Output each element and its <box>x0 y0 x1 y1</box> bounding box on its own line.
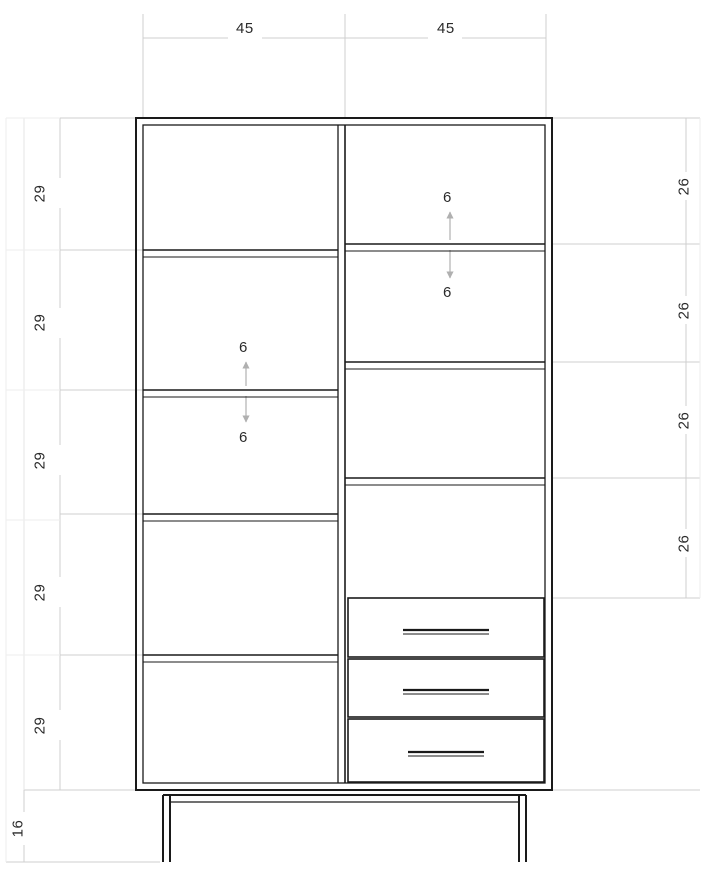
left-dim-2-label: 29 <box>31 313 49 332</box>
drawer-stack <box>348 598 544 782</box>
drawer-middle <box>348 659 544 717</box>
right-dim-2-label: 26 <box>675 301 693 320</box>
right-bay-shelves <box>345 244 545 485</box>
construction-lines <box>6 14 700 862</box>
right-dim-1-label: 26 <box>675 177 693 196</box>
thickness-callout-3-label: 6 <box>239 339 248 356</box>
drawer-handles <box>403 630 489 756</box>
drawer-top <box>348 598 544 657</box>
drawer-bottom <box>348 719 544 782</box>
leg-height-label: 16 <box>9 819 27 838</box>
left-dim-3-label: 29 <box>31 451 49 470</box>
thickness-callout-1-label: 6 <box>443 189 452 206</box>
base-frame <box>163 795 526 862</box>
top-dim-right-label: 45 <box>437 20 455 37</box>
right-dim-4-label: 26 <box>675 534 693 553</box>
right-dim-3-label: 26 <box>675 411 693 430</box>
cabinet-outline <box>136 118 552 790</box>
thickness-callout-4-label: 6 <box>239 429 248 446</box>
left-bay-shelves <box>143 250 338 662</box>
left-dim-1-label: 29 <box>31 184 49 203</box>
left-dim-4-label: 29 <box>31 583 49 602</box>
top-dim-left-label: 45 <box>236 20 254 37</box>
thickness-callout-2-label: 6 <box>443 284 452 301</box>
left-dim-5-label: 29 <box>31 716 49 735</box>
